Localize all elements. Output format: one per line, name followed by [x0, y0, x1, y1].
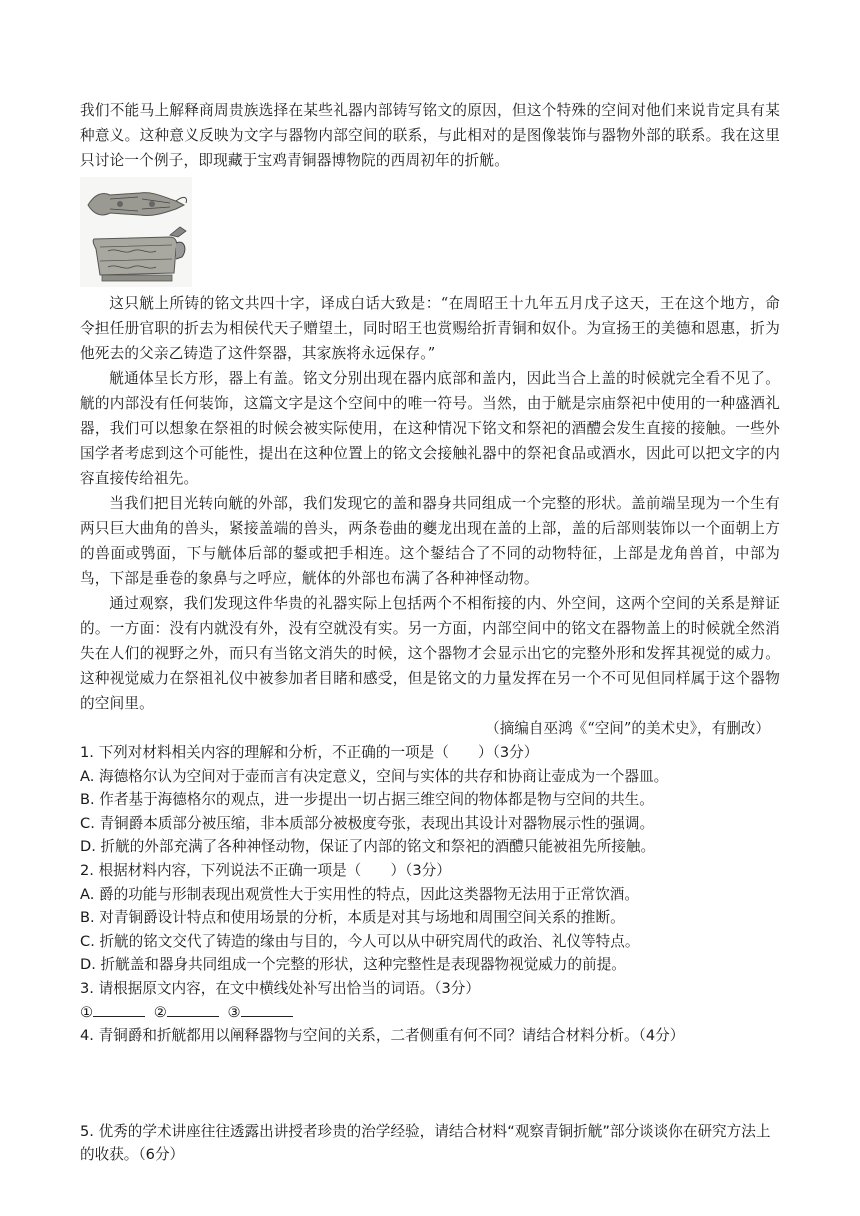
answer-blanks — [80, 1001, 780, 1025]
q2-option-a: A. 爵的功能与形制表现出观赏性大于实用性的特点，因此这类器物无法用于正常饮酒。 — [80, 885, 639, 903]
bronze-gong-illustration-icon — [80, 177, 192, 287]
document-page — [80, 98, 780, 1167]
blank-2-label: ② — [153, 1003, 167, 1021]
q2-option-c: C. 折觥的铭文交代了铸造的缘由与目的，今人可以从中研究周代的政治、礼仪等特点。 — [80, 932, 640, 950]
answer-space-4[interactable] — [80, 1048, 780, 1120]
paragraph-inscription: 这只觥上所铸的铭文共四十字，译成白话大致是：“在周昭王十九年五月戊子这天，王在这个地方，命令担任册官职的折去为相侯代天子赠望土，同时昭王也赏赐给折青铜和奴仆。为宣扬王的美德和恩惠，折为他死去的父亲乙铸造了这件祭器，其家族将永远保存。” — [80, 295, 780, 362]
question-4: 4. 青铜爵和折觥都用以阐释器物与空间的关系，二者侧重有何不同？请结合材料分析。（4分） — [80, 1027, 685, 1045]
question-1: 1. 下列对材料相关内容的理解和分析，不正确的一项是（ ）（3分） — [80, 744, 539, 761]
paragraph-exterior: 当我们把目光转向觥的外部，我们发现它的盖和器身共同组成一个完整的形状。盖前端呈现为一个生有两只巨大曲角的兽头，紧接盖端的兽头，两条卷曲的夔龙出现在盖的上部，盖的后部则装饰以一个面朝上方的兽面或鸮面，下与觥体后部的鋬或把手相连。这个鋬结合了不同的动物特征，上部是龙角兽首，中部为鸟，下部是垂卷的象鼻与之呼应，觥体的外部也布满了各种神怪动物。 — [80, 495, 780, 587]
q1-option-a: A. 海德格尔认为空间对于壶而言有决定意义，空间与实体的共存和协商让壶成为一个器皿。 — [80, 767, 669, 785]
q1-option-b: B. 作者基于海德格尔的观点，进一步提出一切占据三维空间的物体都是物与空间的共生。 — [80, 791, 654, 809]
intro-paragraph: 我们不能马上解释商周贵族选择在某些礼器内部铸写铭文的原因，但这个特殊的空间对他们来说肯定具有某种意义。这种意义反映为文字与器物内部空间的联系，与此相对的是图像装饰与器物外部的联系。我在这里只讨论一个例子，即现藏于宝鸡青铜器博物院的西周初年的折觥。 — [80, 102, 780, 169]
question-3: 3. 请根据原文内容，在文中横线处补写出恰当的词语。（3分） — [80, 979, 480, 997]
blank-3-label: ③ — [227, 1003, 241, 1021]
q2-option-d: D. 折觥盖和器身共同组成一个完整的形状，这种完整性是表现器物视觉威力的前提。 — [80, 956, 626, 974]
paragraph-interior: 觥通体呈长方形，器上有盖。铭文分别出现在器内底部和盖内，因此当合上盖的时候就完全看不见了。觥的内部没有任何装饰，这篇文字是这个空间中的唯一符号。当然，由于觥是宗庙祭祀中使用的一种盛酒礼器，我们可以想象在祭祖的时候会被实际使用，在这种情况下铭文和祭祀的酒醴会发生直接的接触。一些外国学者考虑到这个可能性，提出在这种位置上的铭文会接触礼器中的祭祀食品或酒水，因此可以把文字的内容直接传给祖先。 — [80, 370, 780, 487]
blank-2-line[interactable] — [167, 1002, 219, 1017]
q1-option-d: D. 折觥的外部充满了各种神怪动物，保证了内部的铭文和祭祀的酒醴只能被祖先所接触。 — [80, 838, 656, 856]
blank-1-line[interactable] — [93, 1002, 145, 1017]
paragraph-observation: 通过观察，我们发现这件华贵的礼器实际上包括两个不相衔接的内、外空间，这两个空间的关系是辩证的。一方面：没有内就没有外，没有空就没有实。另一方面，内部空间中的铭文在器物盖上的时候就全然消失在人们的视野之外，而只有当铭文消失的时候，这个器物才会显示出它的完整外形和发挥其视觉的威力。这种视觉威力在祭祖礼仪中被参加者目睹和感受，但是铭文的力量发挥在另一个不可见但同样属于这个器物的空间里。 — [80, 595, 780, 712]
blank-1-label: ① — [80, 1003, 94, 1021]
q2-option-b: B. 对青铜爵设计特点和使用场景的分析，本质是对其与场地和周围空间关系的推断。 — [80, 909, 625, 927]
q1-option-c: C. 青铜爵本质部分被压缩，非本质部分被极度夸张，表现出其设计对器物展示性的强调。 — [80, 814, 655, 832]
source-citation: （摘编自巫鸿《“空间”的美术史》，有删改） — [485, 720, 770, 737]
question-2: 2. 根据材料内容，下列说法不正确一项是（ ）（3分） — [80, 861, 451, 879]
blank-3-line[interactable] — [241, 1002, 293, 1017]
bronze-gong-image — [80, 177, 192, 287]
question-5: 5. 优秀的学术讲座往往透露出讲授者珍贵的治学经验，请结合材料“观察青铜折觥”部分谈谈你在研究方法上的收获。（6分） — [80, 1122, 771, 1164]
